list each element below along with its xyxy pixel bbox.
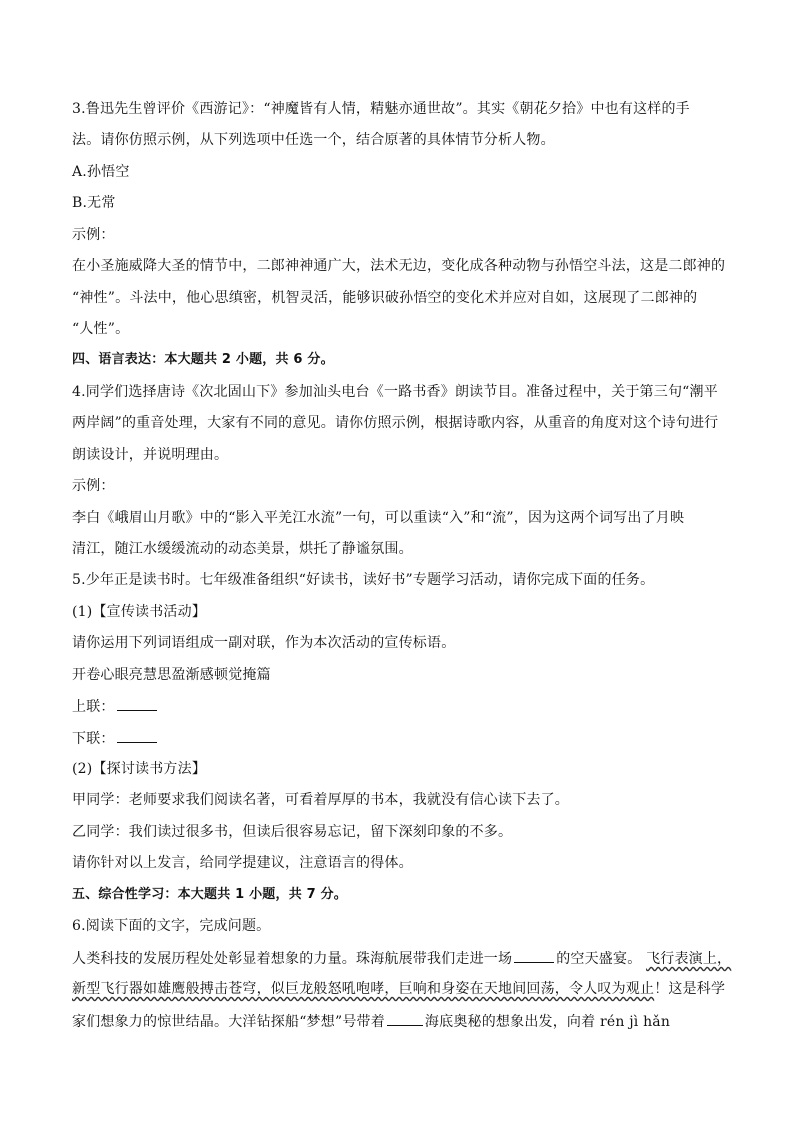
q5-upper-couplet (72, 696, 159, 717)
q6-passage-line-3 (72, 1011, 670, 1032)
q3-option-a: A.孙悟空 (72, 164, 130, 180)
q5-sub2-title: (2)【探讨读书方法】 (72, 761, 207, 777)
q5-sub2-prompt: 请你针对以上发言，给同学提建议，注意语言的得体。 (72, 855, 413, 871)
q6-passage-line-2 (72, 979, 725, 999)
q3-option-b: B.无常 (72, 195, 116, 211)
q5-sub1-title: (1)【宣传读书活动】 (72, 604, 207, 620)
lower-couplet-label: 下联： (72, 731, 115, 747)
q3-example-line-1: 在小圣施威降大圣的情节中，二郎神神通广大，法术无边，变化成各种动物与孙悟空斗法，这是二郎神的 (72, 258, 726, 274)
q6-passage-text: 海底奥秘的想象出发，向着 rén jì hǎn (424, 1014, 671, 1030)
q6-passage-text: ！这是科学 (654, 981, 726, 997)
q5-line-1: 5.少年正是读书时。七年级准备组织“好读书，读好书”专题学习活动，请你完成下面的任务。 (72, 572, 655, 588)
q4-example-label: 示例： (72, 478, 115, 494)
q3-line-2: 法。请你仿照示例，从下列选项中任选一个，结合原著的具体情节分析人物。 (72, 132, 555, 148)
q6-passage-text: 人类科技的发展历程处处彰显着想象的力量。珠海航展带我们走进一场 (72, 951, 513, 967)
q3-example-line-2: “神性”。斗法中，他心思缜密，机智灵活，能够识破孙悟空的变化术并应对自如，这展现了二郎神的 (72, 290, 698, 306)
q5-sub1-words: 开卷心眼亮慧思盈渐感顿觉掩篇 (72, 667, 271, 683)
q6-passage-text: 家们想象力的惊世结晶。大洋钻探船“梦想”号带着 (72, 1014, 385, 1030)
q6-blank-1[interactable] (514, 948, 554, 963)
q4-example-line-1: 李白《峨眉山月歌》中的“影入平羌江水流”一句，可以重读“入”和“流”，因为这两个词写出了月映 (72, 510, 685, 526)
upper-couplet-blank[interactable] (117, 696, 157, 711)
q3-line-1: 3.鲁迅先生曾评价《西游记》：“神魔皆有人情，精魅亦通世故”。其实《朝花夕拾》中也有这样的手 (72, 101, 690, 117)
q6-line-1: 6.阅读下面的文字，完成问题。 (72, 918, 271, 934)
q4-line-3: 朗读设计，并说明理由。 (72, 447, 229, 463)
q5-student-b: 乙同学：我们读过很多书，但读后很容易忘记，留下深刻印象的不多。 (72, 824, 513, 840)
q6-blank-2[interactable] (387, 1011, 423, 1026)
q4-example-line-2: 清江，随江水缓缓流动的动态美景，烘托了静谧氛围。 (72, 541, 413, 557)
section-4-heading: 四、语言表达：本大题共 2 小题，共 6 分。 (72, 352, 334, 367)
q6-passage-line-1 (72, 948, 731, 969)
q5-student-a: 甲同学：老师要求我们阅读名著，可看着厚厚的书本，我就没有信心读下去了。 (72, 792, 569, 808)
q3-example-label: 示例： (72, 227, 115, 243)
q6-passage-text: 的空天盛宴。 (556, 951, 642, 967)
q5-sub1-prompt: 请你运用下列词语组成一副对联，作为本次活动的宣传标语。 (72, 635, 456, 651)
q6-underlined-text: 飞行表演上， (646, 951, 732, 967)
lower-couplet-blank[interactable] (117, 728, 157, 743)
q4-line-2: 两岸阔”的重音处理，大家有不同的意见。请你仿照示例，根据诗歌内容，从重音的角度对这个诗句进行 (72, 415, 719, 431)
q4-line-1: 4.同学们选择唐诗《次北固山下》参加汕头电台《一路书香》朗读节目。准备过程中，关于第三句“潮平 (72, 384, 718, 400)
q3-example-line-3: “人性”。 (72, 321, 130, 337)
section-5-heading: 五、综合性学习：本大题共 1 小题，共 7 分。 (72, 887, 347, 902)
q5-lower-couplet (72, 728, 159, 749)
q6-underlined-text: 新型飞行器如雄鹰般搏击苍穹，似巨龙般怒吼咆哮，巨响和身姿在天地间回荡，令人叹为观止 (72, 981, 655, 997)
upper-couplet-label: 上联： (72, 699, 115, 715)
